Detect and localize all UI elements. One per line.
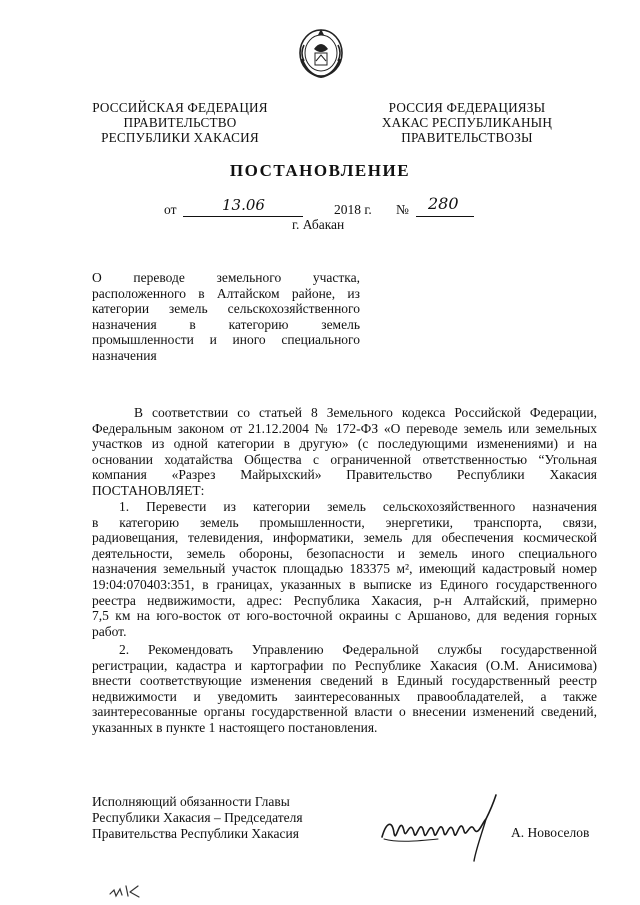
item-2-line: внести соответствующие изменения сведений в Единый государственный реестр <box>92 673 597 689</box>
item-2-line: заинтересованные органы государственной власти о внесении изменений сведений, <box>92 704 597 720</box>
subject-line: О переводе земельного участка, <box>92 270 360 285</box>
coat-of-arms-emblem-icon <box>290 25 352 81</box>
header-right-line: РОССИЯ ФЕДЕРАЦИЯЗЫ <box>388 100 546 115</box>
header-left <box>70 100 290 145</box>
subject-block <box>92 270 360 364</box>
subject-line: назначения <box>92 347 157 363</box>
city: г. Абакан <box>292 217 345 232</box>
handwritten-signature-icon <box>378 793 500 863</box>
year-label: 2018 г. <box>334 202 372 217</box>
preamble-line: основании ходатайства Общества с ограниченной ответственностью “Угольная <box>92 451 597 467</box>
item-1-line: работ. <box>92 623 127 639</box>
number-sign: № <box>396 202 409 217</box>
item-2-line: недвижимости и уведомить заинтересованных правообладателей, а также <box>92 688 597 704</box>
signatory-title <box>92 794 303 843</box>
header-right-line: ПРАВИТЕЛЬСТВОЗЫ <box>401 130 533 145</box>
subject-line: промышленности и иного специального <box>92 332 360 348</box>
header-right-line: ХАКАС РЕСПУБЛИКАНЫҢ <box>381 115 553 130</box>
item-1-line: 1. Перевести из категории земель сельскохозяйственного назначения <box>119 499 597 514</box>
document-title: ПОСТАНОВЛЕНИЕ <box>229 161 411 180</box>
item-1-line: 7,5 км на юго-восток от юго-восточной окраины с Аршаново, для ведения горных <box>92 608 597 624</box>
date-value: 13.06 <box>222 196 265 214</box>
header-right <box>357 100 577 145</box>
item-2-line: регистрации, кадастра и картографии по Республике Хакасия (О.М. Анисимова) <box>92 657 597 673</box>
handwritten-mark-icon <box>108 882 142 900</box>
preamble-line: Федеральным законом от 21.12.2004 № 172-ФЗ «О переводе земель или земельных <box>92 420 597 436</box>
item-1-line: в категорию земель промышленности, энергетики, транспорта, связи, <box>92 514 597 530</box>
number-value: 280 <box>428 194 459 213</box>
preamble-line: ПОСТАНОВЛЯЕТ: <box>92 482 205 498</box>
subject-line: назначения в категорию земель <box>92 316 360 332</box>
signer-name: А. Новоселов <box>511 825 590 840</box>
signatory-line: Правительства Республики Хакасия <box>92 826 299 842</box>
preamble-line: компания «Разрез Майрыхский» Правительство Республики Хакасия <box>92 467 597 483</box>
item-2-line: указанных в пункте 1 настоящего постановления. <box>92 719 378 735</box>
item-1-line: реестра недвижимости, адрес: Республика Хакасия, р-н Алтайский, примерно <box>92 592 597 608</box>
header-left-line: ПРАВИТЕЛЬСТВО <box>123 115 237 130</box>
item-1 <box>92 499 597 639</box>
item-1-line: 19:04:070403:351, в границах, указанных в выписке из Единого государственного <box>92 576 597 592</box>
preamble-line: В соответствии со статьей 8 Земельного кодекса Российской Федерации, <box>134 405 597 420</box>
item-2 <box>92 642 597 736</box>
item-1-line: назначения земельный участок площадью 183375 м², имеющий кадастровый номер <box>92 561 597 577</box>
preamble-line: участков из одной категории в другую» (с последующими изменениями) и на <box>92 436 597 452</box>
preamble <box>92 405 597 499</box>
signatory-line: Республики Хакасия – Председателя <box>92 810 303 826</box>
item-1-line: деятельности, земель обороны, безопасности и земель иного специального <box>92 545 597 561</box>
subject-line: расположенного в Алтайском районе, из <box>92 285 360 301</box>
item-2-line: 2. Рекомендовать Управлению Федеральной службы государственной <box>119 642 597 657</box>
item-1-line: радиовещания, телевидения, информатики, земель для обеспечения космической <box>92 530 597 546</box>
date-prefix: от <box>164 202 177 217</box>
subject-line: категории земель сельскохозяйственного <box>92 301 360 317</box>
header-left-line: РОССИЙСКАЯ ФЕДЕРАЦИЯ <box>92 100 268 115</box>
header-left-line: РЕСПУБЛИКИ ХАКАСИЯ <box>101 130 259 145</box>
signatory-line: Исполняющий обязанности Главы <box>92 794 290 809</box>
